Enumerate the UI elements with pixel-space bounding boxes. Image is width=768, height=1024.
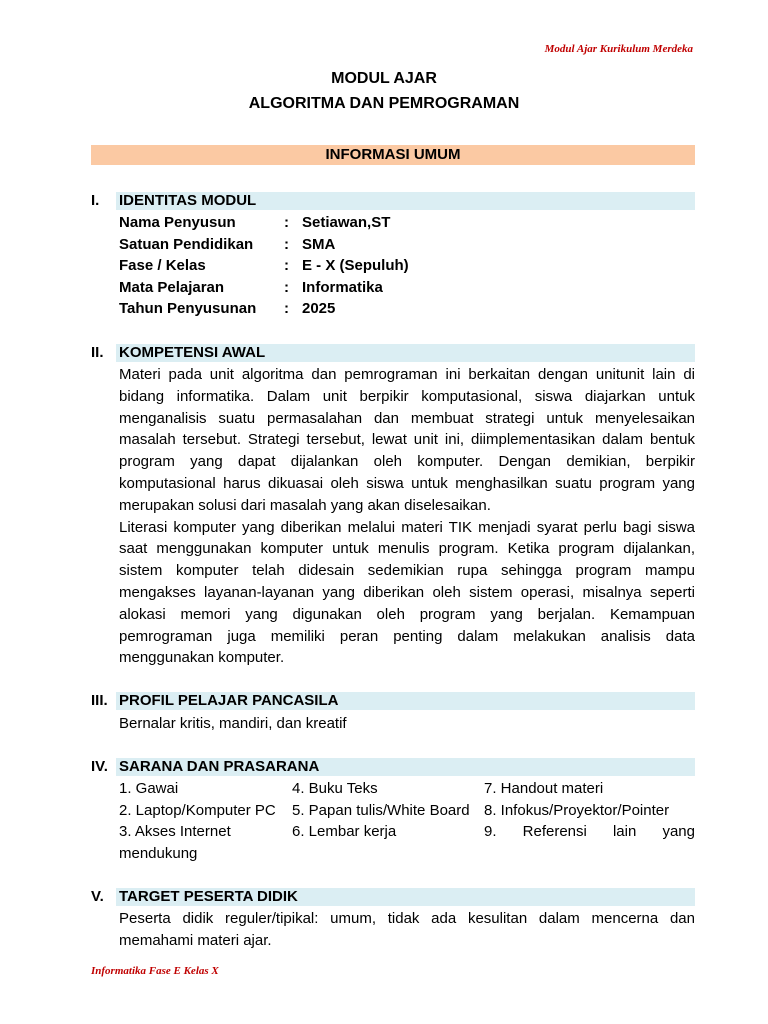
identity-key: Tahun Penyusunan: [119, 300, 257, 318]
section-sarana-prasarana: [91, 758, 695, 864]
section-heading: [91, 192, 695, 210]
module-subtitle: ALGORITMA DAN PEMROGRAMAN: [248, 95, 520, 112]
profil-text: Bernalar kritis, mandiri, dan kreatif: [119, 715, 347, 732]
identity-colon: :: [284, 278, 289, 296]
identity-row: [119, 298, 695, 320]
section-kompetensi-awal: [91, 344, 695, 669]
list-item: 6. Lembar kerja: [292, 823, 397, 841]
identity-key: Mata Pelajaran: [119, 278, 225, 296]
section-heading: [91, 692, 695, 710]
identity-value: Setiawan,ST: [302, 214, 391, 231]
section-target-peserta: [91, 888, 695, 952]
section-number: V.: [91, 888, 104, 905]
identity-colon: :: [284, 257, 289, 275]
identity-row: [119, 277, 695, 299]
list-item: 2. Laptop/Komputer PC: [119, 801, 276, 819]
section-title: SARANA DAN PRASARANA: [119, 758, 320, 775]
section-title: TARGET PESERTA DIDIK: [119, 888, 298, 905]
section-number: IV.: [91, 758, 108, 775]
identity-row: [119, 212, 695, 234]
identity-key: Nama Penyusun: [119, 214, 236, 231]
sarana-list: [119, 778, 695, 843]
identity-row: [119, 234, 695, 256]
kompetensi-paragraph-2: Literasi komputer yang diberikan melalui materi TIK menjadi syarat perlu bagi siswa saat menggunakan komputer untuk menulis program. Ketika program dijalankan, sistem komputer telah didesain sedemikian rupa sehingga program mampu mengakses layanan-layanan yang diberikan oleh sistem operasi, misalnya seperti alokasi memori yang digunakan oleh program yang berjalan. Kemampuan pemrograman juga memiliki peran penting dalam melakukan analisis data menggunakan komputer.: [119, 518, 695, 667]
section-number: II.: [91, 344, 104, 361]
list-item: 5. Papan tulis/White Board: [292, 801, 470, 819]
list-item-continuation: mendukung: [119, 844, 198, 862]
identity-colon: :: [284, 214, 289, 231]
section-identitas-modul: [91, 192, 695, 320]
identity-value: 2025: [302, 300, 336, 318]
section-title: IDENTITAS MODUL: [119, 192, 257, 209]
identity-value: E - X (Sepuluh): [302, 257, 409, 275]
section-heading: [91, 344, 695, 362]
section-heading: [91, 758, 695, 776]
list-item: 7. Handout materi: [484, 780, 604, 797]
section-number: I.: [91, 192, 100, 209]
identity-key: Fase / Kelas: [119, 257, 206, 275]
list-item: 3. Akses Internet: [119, 823, 231, 841]
module-title: MODUL AJAR: [331, 70, 437, 87]
identity-colon: :: [284, 300, 289, 318]
list-item: 9. Referensi lain yang: [484, 823, 695, 841]
section-profil-pelajar: [91, 692, 695, 735]
identity-key: Satuan Pendidikan: [119, 235, 254, 253]
section-number: III.: [91, 692, 108, 709]
informasi-umum-banner: INFORMASI UMUM: [91, 145, 695, 165]
list-item: 1. Gawai: [119, 780, 179, 797]
list-item: 4. Buku Teks: [292, 780, 378, 797]
identity-value: SMA: [302, 235, 336, 253]
kompetensi-paragraph-1: Materi pada unit algoritma dan pemrograman ini berkaitan dengan unitunit lain di bidang informatika. Dalam unit berpikir komputasional, siswa diajarkan untuk menganalisis suatu permasalahan dan membuat strategi untuk menyelesaikan masalah tersebut. Strategi tersebut, lewat unit ini, diimplementasikan dalam bentuk program yang dapat dijalankan oleh komputer. Dengan demikian, berpikir komputasional harus dikuasai oleh siswa untuk menghasilkan suatu program yang merupakan solusi dari masalah yang akan diselesaikan.: [119, 366, 695, 514]
identity-row: [119, 255, 695, 277]
target-paragraph: Peserta didik reguler/tipikal: umum, tidak ada kesulitan dalam mencerna dan memahami materi ajar.: [119, 910, 695, 949]
identity-value: Informatika: [302, 278, 383, 296]
footer-note: Informatika Fase E Kelas X: [91, 965, 219, 977]
identity-colon: :: [284, 235, 289, 253]
list-item: 8. Infokus/Proyektor/Pointer: [484, 801, 670, 819]
header-note: Modul Ajar Kurikulum Merdeka: [544, 43, 693, 55]
section-title: KOMPETENSI AWAL: [119, 344, 266, 361]
section-title: PROFIL PELAJAR PANCASILA: [119, 692, 339, 709]
section-heading: [91, 888, 695, 906]
